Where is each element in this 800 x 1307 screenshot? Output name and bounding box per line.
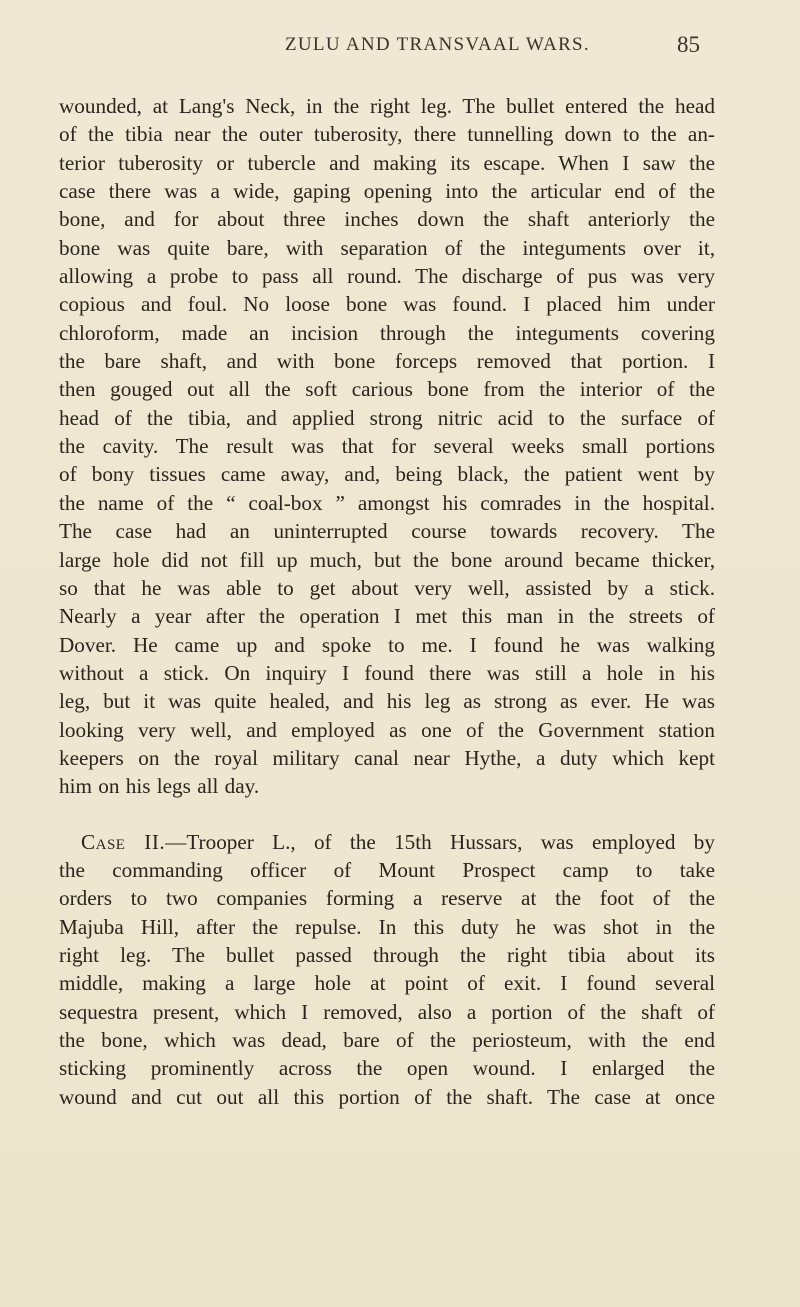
paragraph-2 [59,828,715,1111]
text-line: middle, making a large hole at point of exit. I found several [59,971,715,996]
text-line: sticking prominently across the open wound. I enlarged the [59,1056,715,1081]
text-line: Nearly a year after the operation I met this man in the streets of [59,604,715,629]
text-line: the bare shaft, and with bone forceps removed that portion. I [59,349,715,374]
text-line: leg, but it was quite healed, and his leg as strong as ever. He was [59,689,715,714]
text-line: so that he was able to get about very well, assisted by a stick. [59,575,715,600]
paragraph-1 [59,92,715,801]
text-line: large hole did not fill up much, but the bone around became thicker, [59,547,715,572]
body-text [59,92,715,1111]
text-line [59,828,715,856]
text-line: case there was a wide, gaping opening into the articular end of the [59,179,715,204]
text-line: orders to two companies forming a reserve at the foot of the [59,886,715,911]
text-line: allowing a probe to pass all round. The discharge of pus was very [59,264,715,289]
text-line: sequestra present, which I removed, also a portion of the shaft of [59,999,715,1024]
running-head [0,32,800,62]
text-line: chloroform, made an incision through the integuments covering [59,320,715,345]
text-line: bone, and for about three inches down the shaft anteriorly the [59,207,715,232]
text-line: without a stick. On inquiry I found there was still a hole in his [59,660,715,685]
text-line: Dover. He came up and spoke to me. I found he was walking [59,632,715,657]
page-number: 85 [677,32,700,57]
text-line: wounded, at Lang's Neck, in the right leg. The bullet entered the head [59,94,715,118]
text-line: of the tibia near the outer tuberosity, there tunnelling down to the an- [59,122,715,147]
text-line: keepers on the royal military canal near Hythe, a duty which kept [59,745,715,770]
text-line: Majuba Hill, after the repulse. In this duty he was shot in the [59,914,715,939]
running-title: ZULU AND TRANSVAAL WARS. [285,34,590,55]
text-line: head of the tibia, and applied strong nitric acid to the surface of [59,405,715,430]
text-line: bone was quite bare, with separation of the integuments over it, [59,235,715,260]
text-line: of bony tissues came away, and, being black, the patient went by [59,462,715,487]
text-line: the bone, which was dead, bare of the periosteum, with the end [59,1028,715,1052]
case-label: Case II. [81,829,166,854]
text-line: looking very well, and employed as one of the Government station [59,717,715,742]
text-line: the cavity. The result was that for several weeks small portions [59,434,715,459]
case-first-line: —Trooper L., of the 15th Hussars, was employed by [165,829,715,854]
text-line: the commanding officer of Mount Prospect camp to take [59,857,715,882]
text-line: wound and cut out all this portion of the shaft. The case at once [59,1084,715,1109]
text-line: right leg. The bullet passed through the right tibia about its [59,942,715,967]
text-line: the name of the “ coal-box ” amongst his comrades in the hospital. [59,490,715,515]
text-line: The case had an uninterrupted course towards recovery. The [59,519,715,544]
text-line: copious and foul. No loose bone was found. I placed him under [59,292,715,317]
paragraph-gap [59,801,715,828]
text-line: him on his legs all day. [59,774,260,799]
text-line: terior tuberosity or tubercle and making its escape. When I saw the [59,150,715,175]
text-line: then gouged out all the soft carious bone from the interior of the [59,377,715,402]
